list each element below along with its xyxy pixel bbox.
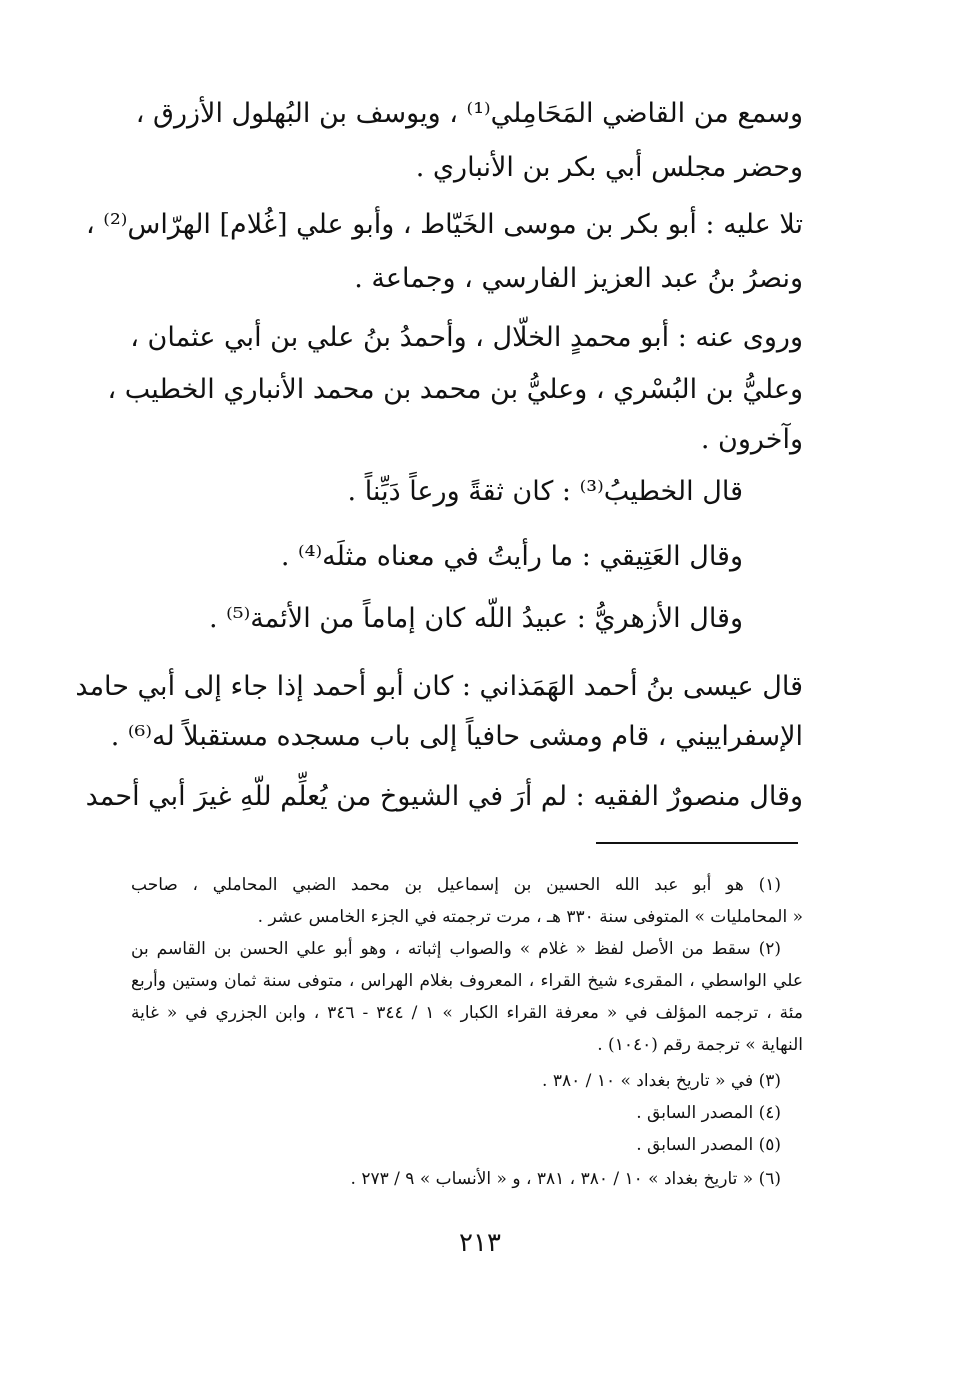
body-line-10: وقال الأزهريُّ : عبيدُ اللّه كان إماماً من الأئمة⁽⁵⁾ . — [208, 603, 743, 634]
footnote-line-7: (٣) في « تاريخ بغداد » ١٠ / ٣٨٠ . — [542, 1071, 781, 1091]
body-line-5: وروى عنه : أبو محمدٍ الخلّال ، وأحمدُ بنُ علي بن أبي عثمان ، — [130, 322, 803, 353]
body-line-4: ونصرُ بنُ عبد العزيز الفارسي ، وجماعة . — [354, 263, 803, 294]
body-line-13: وقال منصورٌ الفقيه : لم أرَ في الشيوخ من يُعلِّم للّهِ غيرَ أبي أحمد — [85, 781, 803, 812]
footnotes — [75, 0, 803, 1220]
body-line-8: قال الخطيبُ⁽³⁾ : كان ثقةً ورعاً دَيِّناً . — [347, 476, 743, 507]
footnote-line-5: مئة ، ترجمه المؤلف في « معرفة القراء الكبار » ١ / ٣٤٤ - ٣٤٦ ، وابن الجزري في « غاية — [131, 1003, 803, 1023]
footnote-line-9: (٥) المصدر السابق . — [636, 1135, 781, 1155]
footnote-line-3: (٢) سقط من الأصل لفظ « غلام » والصواب إثباته ، وهو أبو علي الحسن بن القاسم بن — [131, 939, 781, 959]
body-line-7: وآخرون . — [700, 424, 803, 455]
footnote-line-4: علي الواسطي ، المقرىء شيخ القراء ، المعروف بغلام الهراس ، متوفى سنة ثمان وستين وأربع — [131, 971, 803, 991]
body-line-3: تلا عليه : أبو بكر بن موسى الخَيّاط ، وأبو علي [غُلام] الهرّاس⁽²⁾ ، — [86, 209, 803, 240]
body-line-12: الإسفراييني ، قام ومشى حافياً إلى باب مسجده مستقبلاً له⁽⁶⁾ . — [110, 721, 803, 752]
body-line-9: وقال العَتِيقي : ما رأيتُ في معناه مثلَه⁽⁴⁾ . — [280, 541, 743, 572]
body-line-11: قال عيسى بنُ أحمد الهَمَذاني : كان أبو أحمد إذا جاء إلى أبي حامد — [75, 671, 803, 702]
body-line-6: وعليُّ بن البُسْري ، وعليُّ بن محمد بن محمد الأنباري الخطيب ، — [107, 374, 803, 405]
footnote-line-8: (٤) المصدر السابق . — [636, 1103, 781, 1123]
body-line-2: وحضر مجلس أبي بكر بن الأنباري . — [415, 152, 803, 183]
page-number: ٢١٣ — [459, 1228, 501, 1258]
footnote-line-6: النهاية » ترجمة رقم (١٠٤٠) . — [597, 1035, 803, 1055]
body-line-1: وسمع من القاضي المَحَامِلي⁽¹⁾ ، ويوسف بن البُهلول الأزرق ، — [135, 98, 803, 129]
footnote-line-1: (١) هو أبو عبد الله الحسين بن إسماعيل بن محمد الضبي المحاملي ، صاحب — [131, 875, 781, 895]
footnote-line-2: « المحامليات » المتوفى سنة ٣٣٠ هـ ، مرت ترجمته في الجزء الخامس عشر . — [257, 907, 803, 927]
footnote-line-10: (٦) « تاريخ بغداد » ١٠ / ٣٨٠ ، ٣٨١ ، و « الأنساب » ٩ / ٢٧٣ . — [350, 1169, 781, 1189]
